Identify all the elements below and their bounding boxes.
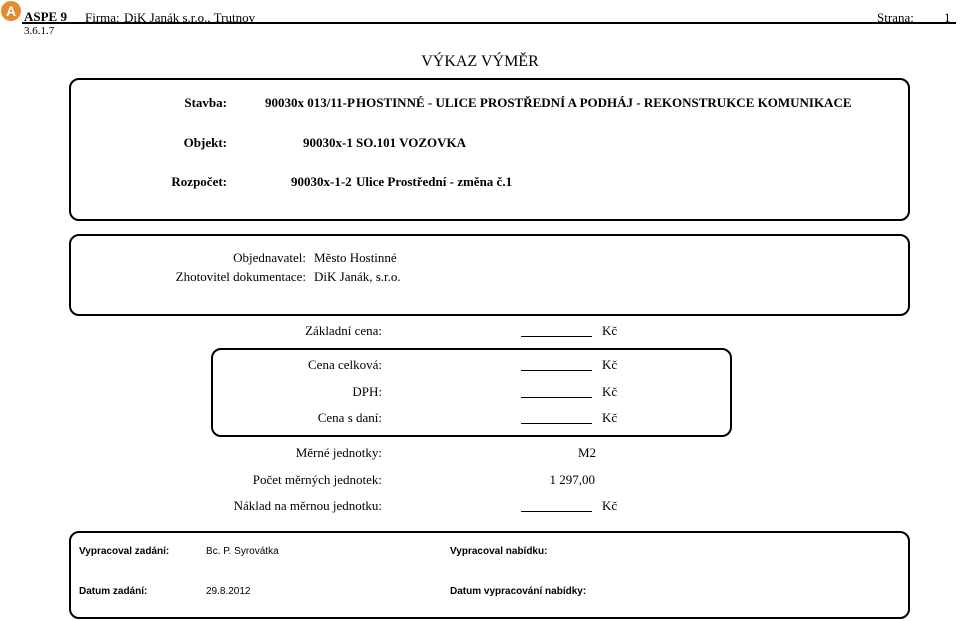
objednavatel-label: Objednavatel: <box>233 250 306 265</box>
footer-box <box>69 531 910 619</box>
objekt-code: 90030x-1 <box>303 135 353 150</box>
zhotovitel-label: Zhotovitel dokumentace: <box>175 269 306 284</box>
vypracoval-nabidku-label: Vypracoval nabídku: <box>450 546 548 557</box>
pocet-jednotek-label: Počet měrných jednotek: <box>252 472 382 487</box>
rozpocet-name: Ulice Prostřední - změna č.1 <box>356 174 513 189</box>
zhotovitel-value: DiK Janák, s.r.o. <box>314 269 401 284</box>
objednavatel-value: Město Hostinné <box>314 250 397 265</box>
datum-vypracovani-label: Datum vypracování nabídky: <box>450 586 587 597</box>
cena-s-dani-currency: Kč <box>602 410 618 425</box>
vypracoval-zadani-label: Vypracoval zadání: <box>79 546 170 557</box>
zakladni-cena-currency: Kč <box>602 323 618 338</box>
pocet-jednotek-value: 1 297,00 <box>549 472 595 487</box>
app-name: ASPE 9 <box>24 9 67 24</box>
naklad-currency: Kč <box>602 498 618 513</box>
page-label: Strana: <box>877 10 914 25</box>
cena-celkova-blank <box>521 370 592 371</box>
zakladni-cena-label: Základní cena: <box>305 323 382 338</box>
stavba-label: Stavba: <box>184 95 227 110</box>
document-title: VÝKAZ VÝMĚR <box>421 53 539 70</box>
cena-s-dani-blank <box>521 423 592 424</box>
firm-label: Firma: <box>85 10 120 25</box>
objekt-label: Objekt: <box>183 135 227 150</box>
header-divider <box>22 22 956 24</box>
merne-jednotky-label: Měrné jednotky: <box>295 445 382 460</box>
aspe-logo: A <box>1 1 21 21</box>
rozpocet-label: Rozpočet: <box>171 174 227 189</box>
dph-currency: Kč <box>602 384 618 399</box>
cena-s-dani-label: Cena s daní: <box>317 410 382 425</box>
firm-value: DiK Janák s.r.o., Trutnov <box>124 10 256 25</box>
vypracoval-zadani-value: Bc. P. Syrovátka <box>206 546 279 557</box>
zakladni-cena-blank <box>521 336 592 337</box>
datum-zadani-label: Datum zadání: <box>79 586 148 597</box>
objekt-name: SO.101 VOZOVKA <box>356 135 467 150</box>
page-number: 1 <box>944 10 951 25</box>
datum-zadani-value: 29.8.2012 <box>206 586 251 597</box>
cena-celkova-currency: Kč <box>602 357 618 372</box>
dph-label: DPH: <box>352 384 382 399</box>
cena-celkova-label: Cena celková: <box>308 357 382 372</box>
stavba-name: HOSTINNÉ - ULICE PROSTŘEDNÍ A PODHÁJ - REKONSTRUKCE KOMUNIKACE <box>356 95 852 110</box>
app-version: 3.6.1.7 <box>24 25 55 37</box>
dph-blank <box>521 397 592 398</box>
naklad-label: Náklad na měrnou jednotku: <box>233 498 382 513</box>
stavba-code: 90030x 013/11-P <box>265 95 355 110</box>
rozpocet-code: 90030x-1-2 <box>291 174 352 189</box>
naklad-blank <box>521 511 592 512</box>
merne-jednotky-value: M2 <box>578 445 597 460</box>
